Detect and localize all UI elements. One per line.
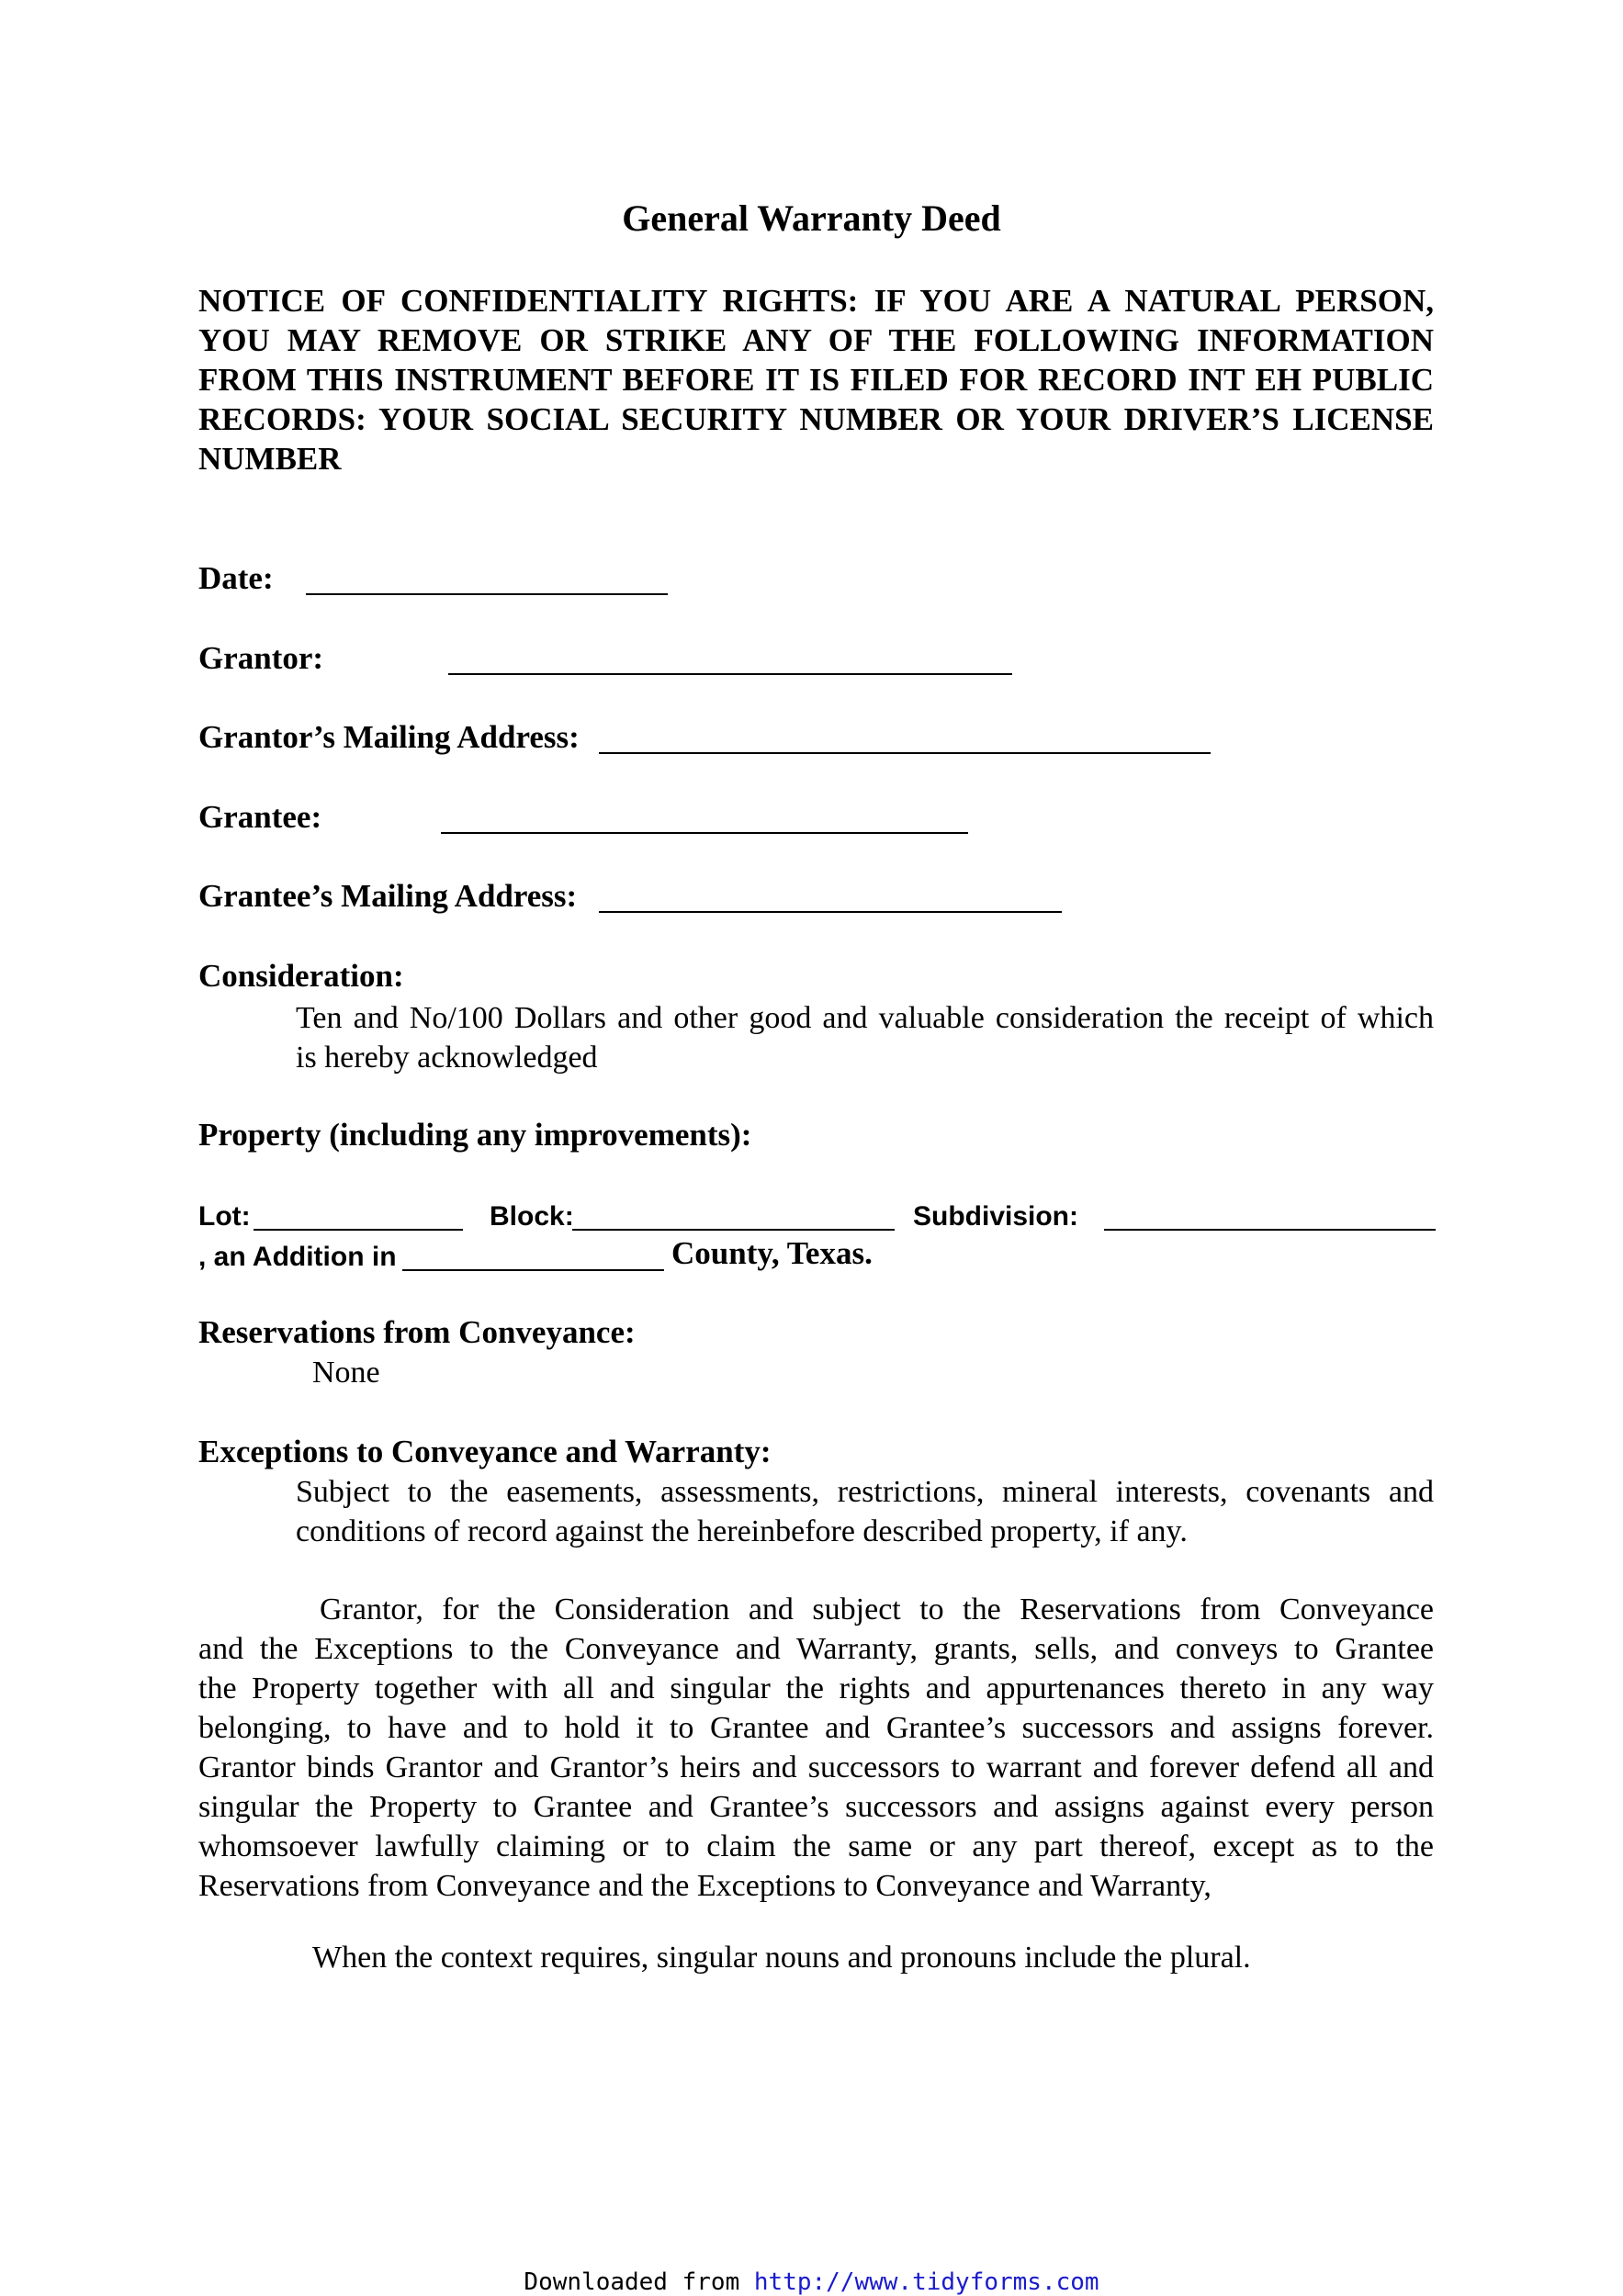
date-field[interactable]: [306, 593, 668, 595]
consideration-line: is hereby acknowledged: [296, 1041, 598, 1075]
block-label: Block:: [490, 1201, 574, 1232]
grantee-label: Grantee:: [198, 799, 322, 835]
paragraph-line: Reservations from Conveyance and the Exceptions to Conveyance and Warranty,: [198, 1869, 1212, 1903]
document-title: General Warranty Deed: [622, 197, 1001, 239]
grantor-label: Grantor:: [198, 640, 324, 676]
consideration-text: [296, 998, 1434, 1077]
grantee-address-field[interactable]: [599, 911, 1062, 913]
paragraph-line: whomsoever lawfully claiming or to claim the same or any part thereof, except as to the: [198, 1829, 1434, 1863]
subdivision-label: Subdivision:: [913, 1201, 1078, 1232]
consideration-heading: Consideration:: [198, 958, 404, 994]
footer-link[interactable]: http://www.tidyforms.com: [753, 2268, 1099, 2296]
grantee-field[interactable]: [441, 832, 968, 834]
date-label: Date:: [198, 560, 274, 596]
notice-line: NUMBER: [198, 441, 342, 477]
paragraph-line: singular the Property to Grantee and Grantee’s successors and assigns against every person: [198, 1790, 1434, 1824]
notice-line: RECORDS: YOUR SOCIAL SECURITY NUMBER OR YOUR DRIVER’S LICENSE: [198, 401, 1434, 437]
paragraph-line: Grantor, for the Consideration and subject to the Reservations from Conveyance: [320, 1593, 1434, 1626]
grantor-address-label: Grantor’s Mailing Address:: [198, 719, 580, 755]
grantee-address-label: Grantee’s Mailing Address:: [198, 878, 578, 914]
grant-paragraph: [198, 1590, 1434, 1906]
lot-label: Lot:: [198, 1201, 251, 1232]
block-field[interactable]: [572, 1229, 895, 1231]
subdivision-field[interactable]: [1104, 1229, 1436, 1231]
consideration-line: Ten and No/100 Dollars and other good and valuable consideration the receipt of which: [296, 1001, 1434, 1035]
confidentiality-notice: [198, 281, 1434, 478]
reservations-value: None: [312, 1356, 380, 1390]
notice-line: FROM THIS INSTRUMENT BEFORE IT IS FILED FOR RECORD INT EH PUBLIC: [198, 362, 1434, 398]
paragraph-line: Grantor binds Grantor and Grantor’s heirs and successors to warrant and forever defend all and: [198, 1750, 1434, 1784]
exceptions-text: [296, 1472, 1434, 1551]
reservations-heading: Reservations from Conveyance:: [198, 1314, 636, 1350]
footer: [0, 2268, 1623, 2296]
property-heading: Property (including any improvements):: [198, 1117, 752, 1153]
footer-prefix: Downloaded from: [524, 2268, 740, 2296]
exceptions-heading: Exceptions to Conveyance and Warranty:: [198, 1434, 772, 1469]
paragraph-line: belonging, to have and to hold it to Grantee and Grantee’s successors and assigns forever.: [198, 1711, 1434, 1745]
exceptions-line: conditions of record against the hereinbefore described property, if any.: [296, 1514, 1188, 1548]
grantor-field[interactable]: [448, 673, 1012, 675]
notice-line: NOTICE OF CONFIDENTIALITY RIGHTS: IF YOU ARE A NATURAL PERSON,: [198, 283, 1434, 319]
grantor-address-field[interactable]: [599, 752, 1211, 754]
paragraph-line: the Property together with all and singular the rights and appurtenances thereto in any way: [198, 1671, 1434, 1705]
addition-label: , an Addition in: [198, 1242, 397, 1272]
paragraph-line: and the Exceptions to the Conveyance and Warranty, grants, sells, and conveys to Grantee: [198, 1632, 1434, 1666]
notice-line: YOU MAY REMOVE OR STRIKE ANY OF THE FOLLOWING INFORMATION: [198, 322, 1434, 358]
county-text: County, Texas.: [671, 1235, 873, 1271]
exceptions-line: Subject to the easements, assessments, restrictions, mineral interests, covenants and: [296, 1475, 1434, 1509]
lot-field[interactable]: [254, 1229, 463, 1231]
context-paragraph: When the context requires, singular nouns and pronouns include the plural.: [312, 1941, 1251, 1975]
county-field[interactable]: [402, 1269, 664, 1271]
